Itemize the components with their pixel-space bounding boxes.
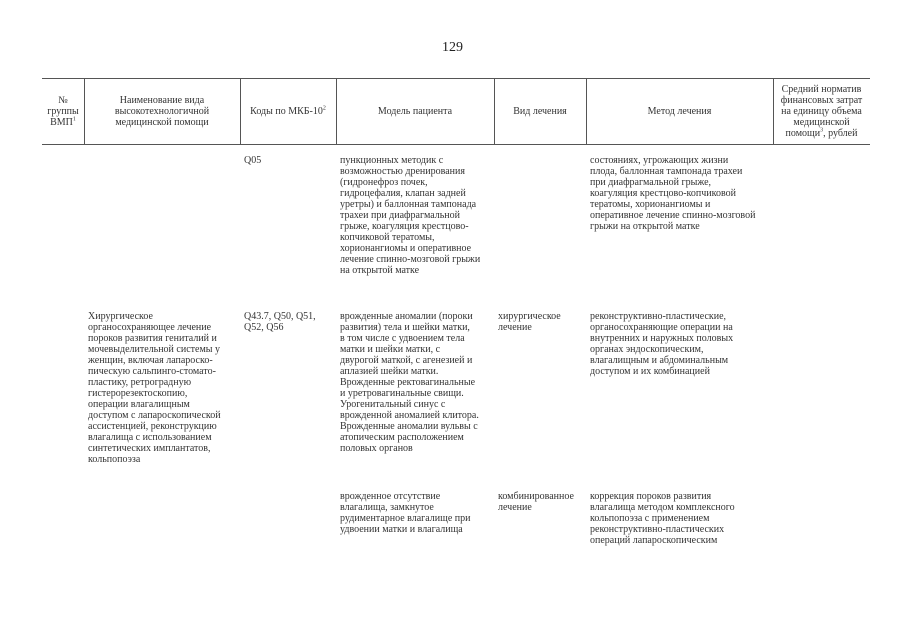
cell-text-line: коагуляция крестцово-копчиковой [590, 188, 736, 199]
cell-text-line: кольпопоэза с применением [590, 513, 710, 524]
cell-text-line: пункционных методик с [340, 155, 444, 166]
cell-text-line: Хирургическое [88, 311, 153, 322]
cell-text-line: хорионангиомы и оперативное [340, 243, 472, 254]
header-treatment-type: Вид лечения [513, 105, 567, 117]
cell-text-line: Q52, Q56 [244, 322, 284, 333]
cell-text-line: возможностью дренирования [340, 166, 465, 177]
row-2-treatment-type [498, 311, 586, 333]
row-1-codes [244, 155, 336, 166]
header-group-number: № группы ВМП$^1$ [47, 94, 79, 128]
cell-text-line: доступом с лапароскопической [88, 410, 221, 421]
header-average-cost: Средний норматив финансовых затрат на единицу объема медицинской помощи$^3$, рублей [780, 83, 863, 139]
cell-text-line: женщин, включая лапароско- [88, 355, 213, 366]
cell-text-line: Урогенитальный синус с [340, 399, 446, 410]
cell-text-line: влагалища методом комплексного [590, 502, 735, 513]
cell-text-line: влагалища, замкнутое [340, 502, 434, 513]
row-2-patient-model [340, 311, 494, 454]
cell-text-line: развития) тела и шейки матки, [340, 322, 470, 333]
cell-text-line: Q43.7, Q50, Q51, [244, 311, 316, 322]
header-icd-codes: Коды по МКБ-$10^2$ [250, 105, 326, 117]
cell-text-line: органах эндоскопическим, [590, 344, 704, 355]
cell-text-line: реконструктивно-пластические, [590, 311, 727, 322]
cell-text-line: удвоении матки и влагалища [340, 524, 463, 535]
cell-text-line: влагалищным и абдоминальным [590, 355, 729, 366]
row-2-treatment-method [590, 311, 773, 377]
cell-text-line: комбинированное [498, 491, 574, 502]
cell-text-line: Врожденные ректовагинальные [340, 377, 476, 388]
cell-text-line: внутренних и наружных половых [590, 333, 734, 344]
header-treatment-method: Метод лечения [647, 105, 712, 117]
header-care-type-name: Наименование вида высокотехнологичной медицинской помощи [114, 94, 210, 128]
cell-text-line: (гидронефроз почек, [340, 177, 428, 188]
cell-text-line: пластику, ретроградную [88, 377, 192, 388]
cell-text-line: органосохраняющее лечение [88, 322, 212, 333]
row-3-patient-model [340, 491, 494, 535]
table-header-bottom-border [42, 144, 870, 145]
cell-text-line: грыже, коагуляция крестцово- [340, 221, 469, 232]
row-1-treatment-method [590, 155, 773, 232]
cell-text-line: тератомы, хорионангиомы и [590, 199, 711, 210]
cell-text-line: оперативное лечение спинно-мозговой [590, 210, 756, 221]
cell-text-line: гидроцефалия, клапан задней [340, 188, 466, 199]
cell-text-line: Врожденные аномалии вульвы с [340, 421, 478, 432]
cell-text-line: двурогой маткой, с агенезией и [340, 355, 473, 366]
cell-text-line: врожденные аномалии (пороки [340, 311, 473, 322]
cell-text-line: половых органов [340, 443, 413, 454]
cell-text-line: атопическим расположением [340, 432, 464, 443]
cell-text-line: лечение [498, 502, 532, 513]
cell-text-line: аплазией шейки матки. [340, 366, 439, 377]
page-number: 129 [442, 40, 463, 55]
cell-text-line: врожденное отсутствие [340, 491, 441, 502]
cell-text-line: лечение [498, 322, 532, 333]
cell-text-line: лечение спинно-мозговой грыжи [340, 254, 481, 265]
cell-text-line: на открытой матке [340, 265, 420, 276]
header-patient-model: Модель пациента [377, 105, 453, 117]
cell-text-line: органосохраняющие операции на [590, 322, 733, 333]
cell-text-line: копчиковой тератомы, [340, 232, 435, 243]
cell-text-line: в том числе с удвоением тела [340, 333, 465, 344]
cell-text-line: уретры) и баллонная тампонада [340, 199, 477, 210]
row-1-patient-model [340, 155, 494, 276]
cell-text-line: доступом и их комбинацией [590, 366, 710, 377]
cell-text-line: реконструктивно-пластических [590, 524, 725, 535]
cell-text-line: матки и шейки матки, с [340, 344, 441, 355]
row-2-care-type-name [88, 311, 240, 465]
cell-text-line: трахеи при диафрагмальной [340, 210, 460, 221]
row-3-treatment-type [498, 491, 586, 513]
cell-text-line: грыжи на открытой матке [590, 221, 700, 232]
cell-text-line: пороков развития гениталий и [88, 333, 217, 344]
cell-text-line: при диафрагмальной грыже, [590, 177, 712, 188]
cell-text-line: ассистенцией, реконструкцию [88, 421, 217, 432]
cell-text-line: Q05 [244, 155, 262, 166]
cell-text-line: мочевыделительной системы у [88, 344, 220, 355]
cell-text-line: операций лапароскопическим [590, 535, 718, 546]
cell-text-line: хирургическое [498, 311, 561, 322]
cell-text-line: операции влагалищным [88, 399, 190, 410]
cell-text-line: врожденной аномалией клитора. [340, 410, 479, 421]
cell-text-line: влагалища с использованием [88, 432, 212, 443]
cell-text-line: и уретровагинальные свищи. [340, 388, 464, 399]
cell-text-line: пическую сальпинго-стомато- [88, 366, 216, 377]
row-3-treatment-method [590, 491, 773, 546]
cell-text-line: гистерорезектоскопию, [88, 388, 188, 399]
cell-text-line: состояниях, угрожающих жизни [590, 155, 729, 166]
cell-text-line: коррекция пороков развития [590, 491, 712, 502]
cell-text-line: синтетических имплантатов, [88, 443, 211, 454]
row-2-codes [244, 311, 336, 333]
cell-text-line: рудиментарное влагалище при [340, 513, 471, 524]
cell-text-line: плода, баллонная тампонада трахеи [590, 166, 743, 177]
cell-text-line: кольпопоэза [88, 454, 141, 465]
